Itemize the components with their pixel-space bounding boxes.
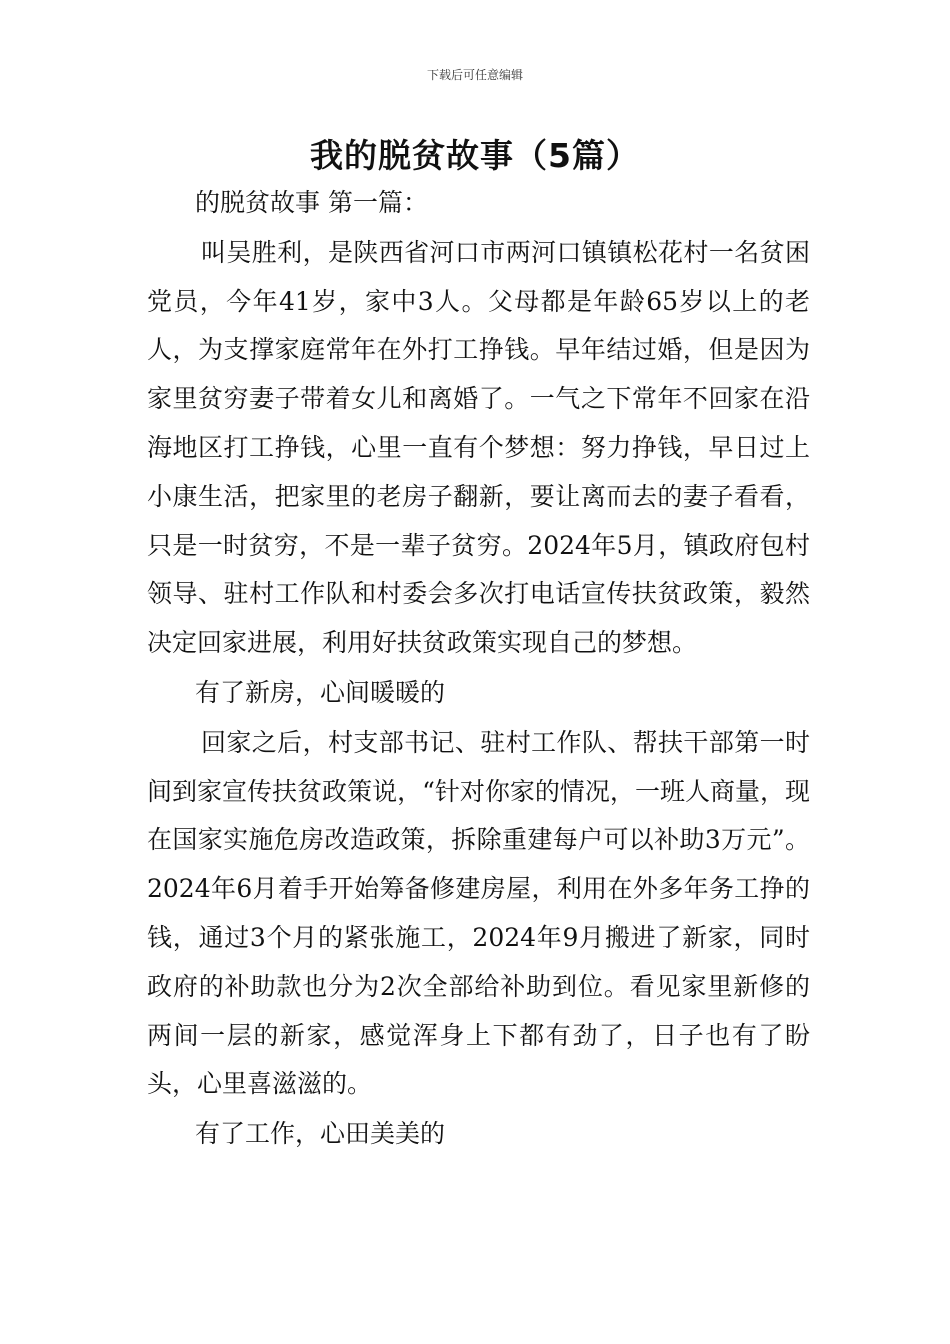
section-heading-new-house: 有了新房，心间暖暖的 (195, 677, 446, 707)
document-body (147, 179, 810, 1159)
body-paragraph-new-house: 回家之后，村支部书记、驻村工作队、帮扶干部第一时间到家宣传扶贫政策说，“针对你家的情况，一班人商量，现在国家实施危房改造政策，拆除重建每户可以补助3万元”。2024年6月着手开始筹备修建房屋，利用在外多年务工挣的钱，通过3个月的紧张施工，2024年9月搬进了新家，同时政府的补助款也分为2次全部给补助到位。看见家里新修的两间一层的新家，感觉浑身上下都有劲了，日子也有了盼头，心里喜滋滋的。 (147, 727, 810, 1099)
section-heading-chapter-one: 的脱贫故事 第一篇： (195, 188, 428, 217)
header-note: 下载后可任意编辑 (426, 68, 523, 82)
section-heading-new-job: 有了工作，心田美美的 (195, 1119, 446, 1149)
document-title: 我的脱贫故事（5篇） (310, 136, 640, 175)
body-paragraph-intro: 叫吴胜利，是陕西省河口市两河口镇镇松花村一名贫困党员，今年41岁，家中3人。父母都是年龄65岁以上的老人，为支撑家庭常年在外打工挣钱。早年结过婚，但是因为家里贫穷妻子带着女儿和离婚了。一气之下常年不回家在沿海地区打工挣钱，心里一直有个梦想：努力挣钱，早日过上小康生活，把家里的老房子翻新，要让离而去的妻子看看，只是一时贫穷，不是一辈子贫穷。2024年5月，镇政府包村领导、驻村工作队和村委会多次打电话宣传扶贫政策，毅然决定回家进展，利用好扶贫政策实现自己的梦想。 (147, 237, 810, 658)
